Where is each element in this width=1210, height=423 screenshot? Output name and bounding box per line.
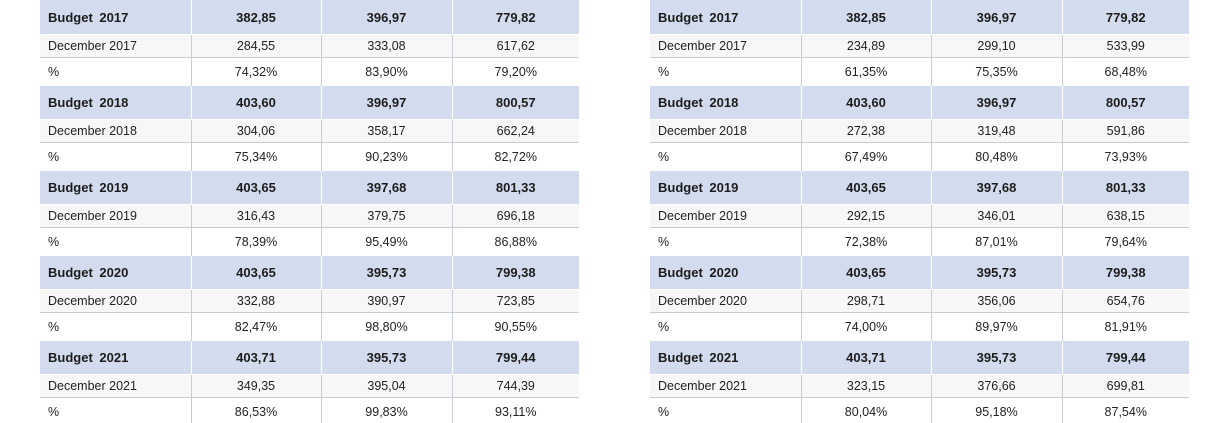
percent-row bbox=[40, 228, 579, 257]
cell-value: 403,65 bbox=[801, 171, 931, 205]
cell-value: 93,11% bbox=[452, 398, 579, 423]
budget-row bbox=[40, 256, 579, 290]
cell-value: 349,35 bbox=[191, 375, 321, 398]
cell-value: 800,57 bbox=[452, 86, 579, 120]
row-label: December 2017 bbox=[650, 35, 801, 58]
cell-value: 533,99 bbox=[1062, 35, 1189, 58]
percent-row bbox=[40, 313, 579, 342]
percent-row bbox=[650, 58, 1189, 87]
december-row bbox=[650, 205, 1189, 228]
cell-value: 403,71 bbox=[191, 341, 321, 375]
cell-value: 81,91% bbox=[1062, 313, 1189, 342]
row-label: % bbox=[650, 58, 801, 87]
left-budget-table bbox=[40, 0, 579, 423]
row-label: % bbox=[650, 398, 801, 423]
cell-value: 346,01 bbox=[931, 205, 1062, 228]
row-label: Budget 2017 bbox=[650, 0, 801, 35]
cell-value: 396,97 bbox=[321, 86, 452, 120]
row-label: December 2020 bbox=[40, 290, 191, 313]
cell-value: 799,38 bbox=[1062, 256, 1189, 290]
percent-row bbox=[650, 228, 1189, 257]
cell-value: 744,39 bbox=[452, 375, 579, 398]
row-label: % bbox=[40, 398, 191, 423]
cell-value: 396,97 bbox=[321, 0, 452, 35]
cell-value: 61,35% bbox=[801, 58, 931, 87]
cell-value: 403,65 bbox=[191, 256, 321, 290]
cell-value: 403,65 bbox=[191, 171, 321, 205]
cell-value: 801,33 bbox=[452, 171, 579, 205]
cell-value: 83,90% bbox=[321, 58, 452, 87]
left-budget-panel bbox=[40, 0, 579, 423]
cell-value: 591,86 bbox=[1062, 120, 1189, 143]
cell-value: 323,15 bbox=[801, 375, 931, 398]
row-label: Budget 2019 bbox=[650, 171, 801, 205]
cell-value: 382,85 bbox=[191, 0, 321, 35]
row-label: % bbox=[40, 58, 191, 87]
percent-row bbox=[40, 143, 579, 172]
cell-value: 82,47% bbox=[191, 313, 321, 342]
row-label: Budget 2017 bbox=[40, 0, 191, 35]
cell-value: 89,97% bbox=[931, 313, 1062, 342]
row-label: % bbox=[650, 228, 801, 257]
cell-value: 376,66 bbox=[931, 375, 1062, 398]
right-budget-panel bbox=[650, 0, 1189, 423]
cell-value: 654,76 bbox=[1062, 290, 1189, 313]
cell-value: 292,15 bbox=[801, 205, 931, 228]
cell-value: 79,20% bbox=[452, 58, 579, 87]
cell-value: 799,44 bbox=[452, 341, 579, 375]
row-label: % bbox=[40, 143, 191, 172]
row-label: % bbox=[650, 143, 801, 172]
cell-value: 86,88% bbox=[452, 228, 579, 257]
budget-row bbox=[40, 171, 579, 205]
cell-value: 801,33 bbox=[1062, 171, 1189, 205]
row-label: Budget 2020 bbox=[40, 256, 191, 290]
cell-value: 74,32% bbox=[191, 58, 321, 87]
cell-value: 299,10 bbox=[931, 35, 1062, 58]
row-label: Budget 2018 bbox=[40, 86, 191, 120]
cell-value: 403,60 bbox=[191, 86, 321, 120]
cell-value: 67,49% bbox=[801, 143, 931, 172]
cell-value: 316,43 bbox=[191, 205, 321, 228]
row-label: December 2021 bbox=[40, 375, 191, 398]
budget-row bbox=[650, 256, 1189, 290]
cell-value: 403,60 bbox=[801, 86, 931, 120]
percent-row bbox=[40, 398, 579, 423]
cell-value: 75,35% bbox=[931, 58, 1062, 87]
cell-value: 638,15 bbox=[1062, 205, 1189, 228]
cell-value: 78,39% bbox=[191, 228, 321, 257]
cell-value: 98,80% bbox=[321, 313, 452, 342]
cell-value: 379,75 bbox=[321, 205, 452, 228]
cell-value: 95,49% bbox=[321, 228, 452, 257]
percent-row bbox=[650, 313, 1189, 342]
cell-value: 395,04 bbox=[321, 375, 452, 398]
cell-value: 74,00% bbox=[801, 313, 931, 342]
cell-value: 396,97 bbox=[931, 86, 1062, 120]
budget-row bbox=[40, 0, 579, 35]
cell-value: 356,06 bbox=[931, 290, 1062, 313]
row-label: December 2021 bbox=[650, 375, 801, 398]
cell-value: 395,73 bbox=[931, 341, 1062, 375]
row-label: December 2019 bbox=[40, 205, 191, 228]
cell-value: 80,04% bbox=[801, 398, 931, 423]
cell-value: 272,38 bbox=[801, 120, 931, 143]
cell-value: 723,85 bbox=[452, 290, 579, 313]
cell-value: 79,64% bbox=[1062, 228, 1189, 257]
cell-value: 304,06 bbox=[191, 120, 321, 143]
row-label: Budget 2019 bbox=[40, 171, 191, 205]
row-label: December 2020 bbox=[650, 290, 801, 313]
cell-value: 333,08 bbox=[321, 35, 452, 58]
row-label: Budget 2020 bbox=[650, 256, 801, 290]
cell-value: 90,55% bbox=[452, 313, 579, 342]
cell-value: 390,97 bbox=[321, 290, 452, 313]
december-row bbox=[650, 375, 1189, 398]
cell-value: 403,65 bbox=[801, 256, 931, 290]
percent-row bbox=[40, 58, 579, 87]
cell-value: 68,48% bbox=[1062, 58, 1189, 87]
row-label: Budget 2021 bbox=[40, 341, 191, 375]
december-row bbox=[40, 120, 579, 143]
right-budget-table bbox=[650, 0, 1189, 423]
december-row bbox=[40, 205, 579, 228]
cell-value: 87,54% bbox=[1062, 398, 1189, 423]
cell-value: 90,23% bbox=[321, 143, 452, 172]
cell-value: 319,48 bbox=[931, 120, 1062, 143]
cell-value: 358,17 bbox=[321, 120, 452, 143]
row-label: December 2018 bbox=[40, 120, 191, 143]
row-label: December 2017 bbox=[40, 35, 191, 58]
budget-row bbox=[650, 341, 1189, 375]
cell-value: 332,88 bbox=[191, 290, 321, 313]
cell-value: 382,85 bbox=[801, 0, 931, 35]
row-label: % bbox=[40, 228, 191, 257]
cell-value: 397,68 bbox=[931, 171, 1062, 205]
row-label: December 2018 bbox=[650, 120, 801, 143]
budget-row bbox=[650, 171, 1189, 205]
cell-value: 80,48% bbox=[931, 143, 1062, 172]
budget-row bbox=[650, 0, 1189, 35]
december-row bbox=[40, 290, 579, 313]
cell-value: 99,83% bbox=[321, 398, 452, 423]
cell-value: 799,38 bbox=[452, 256, 579, 290]
december-row bbox=[650, 120, 1189, 143]
cell-value: 298,71 bbox=[801, 290, 931, 313]
cell-value: 696,18 bbox=[452, 205, 579, 228]
row-label: Budget 2021 bbox=[650, 341, 801, 375]
cell-value: 396,97 bbox=[931, 0, 1062, 35]
cell-value: 699,81 bbox=[1062, 375, 1189, 398]
december-row bbox=[650, 290, 1189, 313]
budget-row bbox=[40, 86, 579, 120]
cell-value: 87,01% bbox=[931, 228, 1062, 257]
december-row bbox=[40, 375, 579, 398]
cell-value: 73,93% bbox=[1062, 143, 1189, 172]
percent-row bbox=[650, 398, 1189, 423]
row-label: Budget 2018 bbox=[650, 86, 801, 120]
cell-value: 779,82 bbox=[1062, 0, 1189, 35]
cell-value: 799,44 bbox=[1062, 341, 1189, 375]
cell-value: 395,73 bbox=[321, 341, 452, 375]
cell-value: 617,62 bbox=[452, 35, 579, 58]
cell-value: 403,71 bbox=[801, 341, 931, 375]
december-row bbox=[40, 35, 579, 58]
row-label: December 2019 bbox=[650, 205, 801, 228]
cell-value: 662,24 bbox=[452, 120, 579, 143]
december-row bbox=[650, 35, 1189, 58]
cell-value: 234,89 bbox=[801, 35, 931, 58]
budget-row bbox=[650, 86, 1189, 120]
cell-value: 395,73 bbox=[321, 256, 452, 290]
row-label: % bbox=[40, 313, 191, 342]
cell-value: 284,55 bbox=[191, 35, 321, 58]
budget-row bbox=[40, 341, 579, 375]
cell-value: 800,57 bbox=[1062, 86, 1189, 120]
cell-value: 95,18% bbox=[931, 398, 1062, 423]
percent-row bbox=[650, 143, 1189, 172]
cell-value: 75,34% bbox=[191, 143, 321, 172]
cell-value: 82,72% bbox=[452, 143, 579, 172]
row-label: % bbox=[650, 313, 801, 342]
cell-value: 72,38% bbox=[801, 228, 931, 257]
cell-value: 397,68 bbox=[321, 171, 452, 205]
cell-value: 395,73 bbox=[931, 256, 1062, 290]
cell-value: 86,53% bbox=[191, 398, 321, 423]
cell-value: 779,82 bbox=[452, 0, 579, 35]
